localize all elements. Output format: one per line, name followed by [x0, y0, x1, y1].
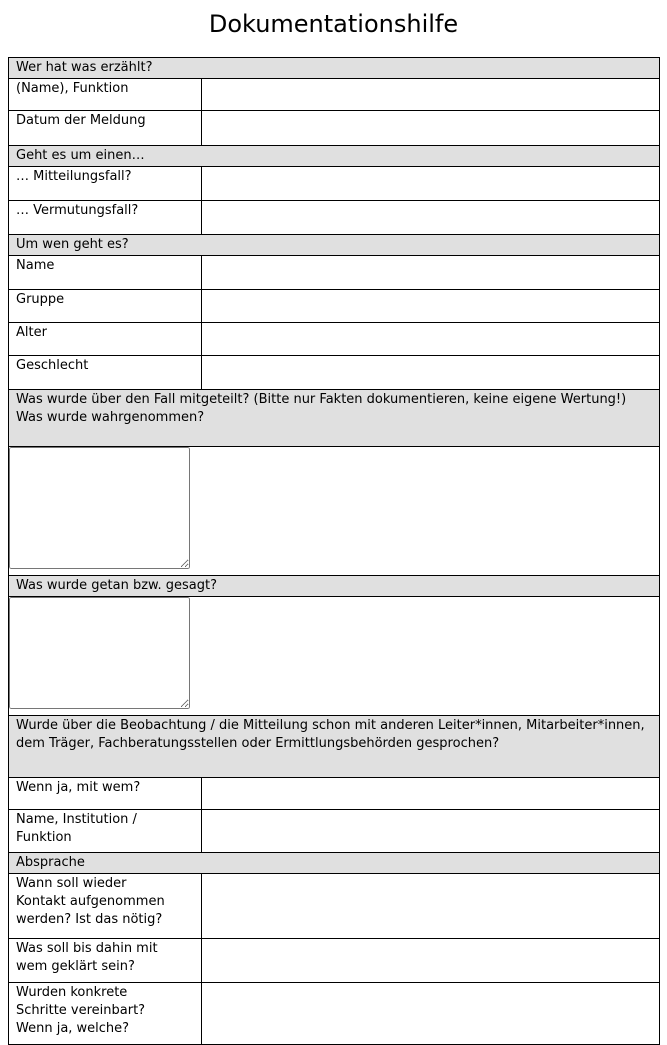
section-header-fall: Geht es um einen…: [9, 146, 660, 167]
page-title: Dokumentationshilfe: [208, 10, 459, 38]
label-name: Name: [9, 256, 202, 290]
label-kontakt: Wann soll wieder Kontakt aufgenommen werden? Ist das nötig?: [9, 874, 202, 939]
field-geschlecht[interactable]: [202, 356, 660, 390]
field-mitgeteilt[interactable]: [9, 447, 660, 576]
label-gruppe: Gruppe: [9, 290, 202, 323]
vermutungsfall-input[interactable]: [202, 201, 659, 220]
label-mitteilungsfall: … Mitteilungsfall?: [9, 167, 202, 201]
label-name-funktion: (Name), Funktion: [9, 79, 202, 111]
geklaert-input[interactable]: [202, 939, 659, 958]
institution-input[interactable]: [202, 810, 659, 829]
kontakt-input[interactable]: [202, 874, 659, 893]
field-name-funktion[interactable]: [202, 79, 660, 111]
name-funktion-input[interactable]: [202, 79, 659, 98]
label-vermutungsfall: … Vermutungsfall?: [9, 201, 202, 235]
alter-input[interactable]: [202, 323, 659, 342]
mitteilungsfall-input[interactable]: [202, 167, 659, 186]
field-datum[interactable]: [202, 111, 660, 146]
section-header-absprache: Absprache: [9, 853, 660, 874]
field-mit-wem[interactable]: [202, 778, 660, 810]
label-datum: Datum der Meldung: [9, 111, 202, 146]
datum-input[interactable]: [202, 111, 659, 130]
geschlecht-input[interactable]: [202, 356, 659, 375]
field-schritte[interactable]: [202, 983, 660, 1045]
name-input[interactable]: [202, 256, 659, 275]
section-header-getan: Was wurde getan bzw. gesagt?: [9, 576, 660, 597]
label-institution: Name, Institution / Funktion: [9, 810, 202, 853]
label-mit-wem: Wenn ja, mit wem?: [9, 778, 202, 810]
gruppe-input[interactable]: [202, 290, 659, 309]
label-geklaert: Was soll bis dahin mit wem geklärt sein?: [9, 939, 202, 983]
field-geklaert[interactable]: [202, 939, 660, 983]
section-header-wer: Wer hat was erzählt?: [9, 58, 660, 79]
section-header-gesprochen: Wurde über die Beobachtung / die Mitteilung schon mit anderen Leiter*innen, Mitarbeiter*innen, dem Träger, Fachberatungsstellen oder Ermittlungsbehörden gesprochen?: [9, 716, 660, 778]
field-name[interactable]: [202, 256, 660, 290]
field-institution[interactable]: [202, 810, 660, 853]
section-header-mitgeteilt: Was wurde über den Fall mitgeteilt? (Bitte nur Fakten dokumentieren, keine eigene Wertung!) Was wurde wahrgenommen?: [9, 390, 660, 447]
mitgeteilt-textarea[interactable]: [9, 447, 190, 569]
getan-textarea[interactable]: [9, 597, 190, 709]
documentation-form: [8, 57, 660, 1045]
label-geschlecht: Geschlecht: [9, 356, 202, 390]
field-vermutungsfall[interactable]: [202, 201, 660, 235]
label-alter: Alter: [9, 323, 202, 356]
field-mitteilungsfall[interactable]: [202, 167, 660, 201]
section-header-wen: Um wen geht es?: [9, 235, 660, 256]
field-kontakt[interactable]: [202, 874, 660, 939]
label-schritte: Wurden konkrete Schritte vereinbart? Wenn ja, welche?: [9, 983, 202, 1045]
schritte-input[interactable]: [202, 983, 659, 1002]
field-alter[interactable]: [202, 323, 660, 356]
mit-wem-input[interactable]: [202, 778, 659, 797]
field-getan[interactable]: [9, 597, 660, 716]
field-gruppe[interactable]: [202, 290, 660, 323]
